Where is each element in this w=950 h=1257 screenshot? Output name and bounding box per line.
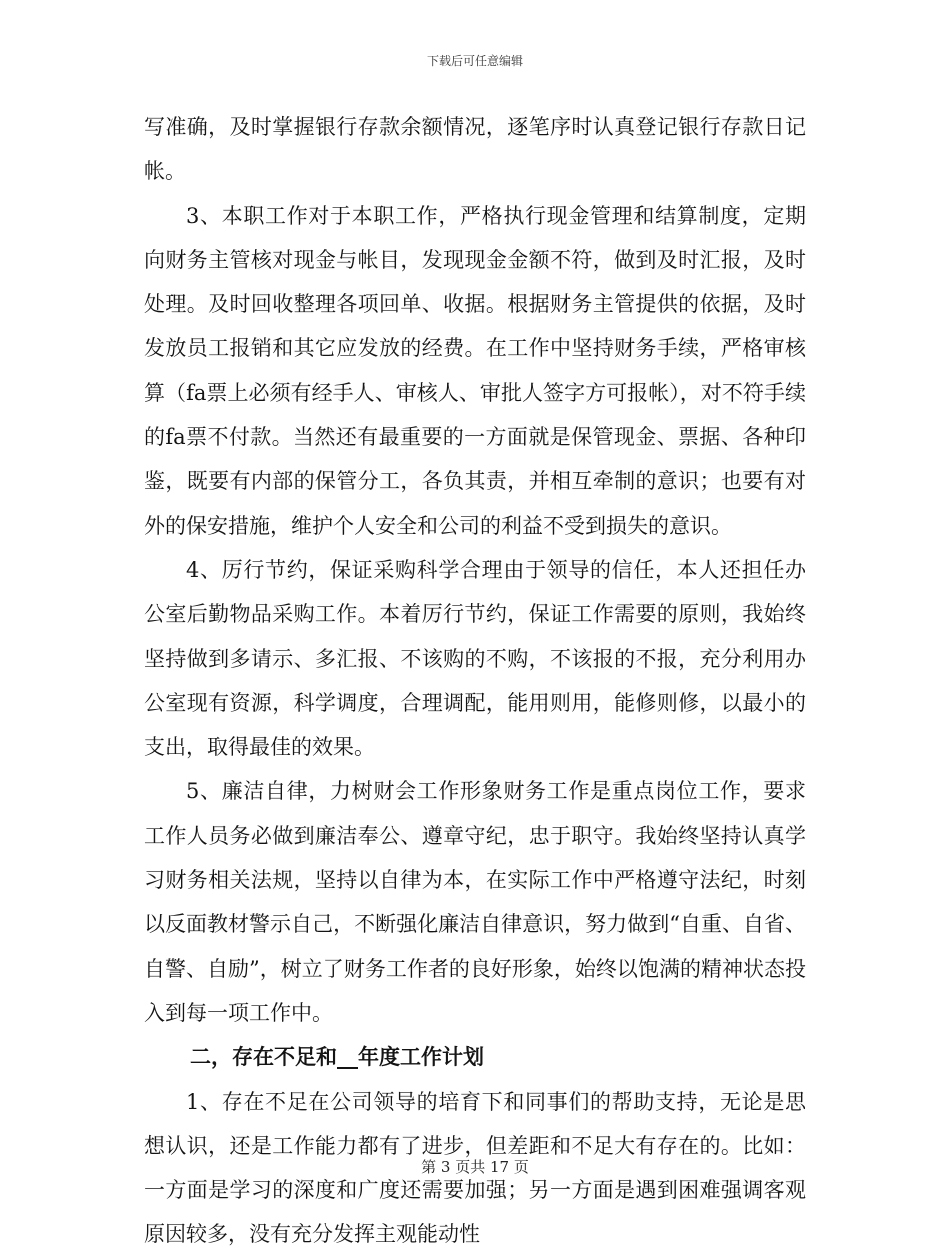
paragraph-item-4: 4、厉行节约，保证采购科学合理由于领导的信任，本人还担任办公室后勤物品采购工作。本着厉行节约，保证工作需要的原则，我始终坚持做到多请示、多汇报、不该购的不购，不该报的不报，充分利用办公室现有资源，科学调度，合理调配，能用则用，能修则修，以最小的支出，取得最佳的效果。: [144, 557, 806, 760]
paragraph-item-3: 3、本职工作对于本职工作，严格执行现金管理和结算制度，定期向财务主管核对现金与帐目，发现现金金额不符，做到及时汇报，及时处理。及时回收整理各项回单、收据。根据财务主管提供的依据，及时发放员工报销和其它应发放的经费。在工作中坚持财务手续，严格审核算（fa票上必须有经手人、审核人、审批人签字方可报帐），对不符手续的fa票不付款。当然还有最重要的一方面就是保管现金、票据、各种印鉴，既要有内部的保管分工，各负其责，并相互牵制的意识；也要有对外的保安措施，维护个人安全和公司的利益不受到损失的意识。: [144, 203, 806, 538]
section-heading: 二，存在不足和__年度工作计划: [190, 1044, 484, 1070]
page-number: 第 3 页共 17 页: [421, 1158, 529, 1176]
page-header: 下载后可任意编辑: [426, 54, 523, 68]
paragraph-item-5: 5、廉洁自律，力树财会工作形象财务工作是重点岗位工作，要求工作人员务必做到廉洁奉公、遵章守纪，忠于职守。我始终坚持认真学习财务相关法规，坚持以自律为本，在实际工作中严格遵守法纪，时刻以反面教材警示自己，不断强化廉洁自律意识，努力做到“自重、自省、自警、自励”，树立了财务工作者的良好形象，始终以饱满的精神状态投入到每一项工作中。: [144, 779, 806, 1025]
document-body: [144, 105, 806, 1257]
paragraph-continuation: 写准确，及时掌握银行存款余额情况，逐笔序时认真登记银行存款日记帐。: [144, 115, 806, 184]
paragraph-shortcomings: 1、存在不足在公司领导的培育下和同事们的帮助支持，无论是思想认识，还是工作能力都有了进步，但差距和不足大有存在的。比如：一方面是学习的深度和广度还需要加强；另一方面是遇到困难强调客观原因较多，没有充分发挥主观能动性: [144, 1089, 806, 1247]
